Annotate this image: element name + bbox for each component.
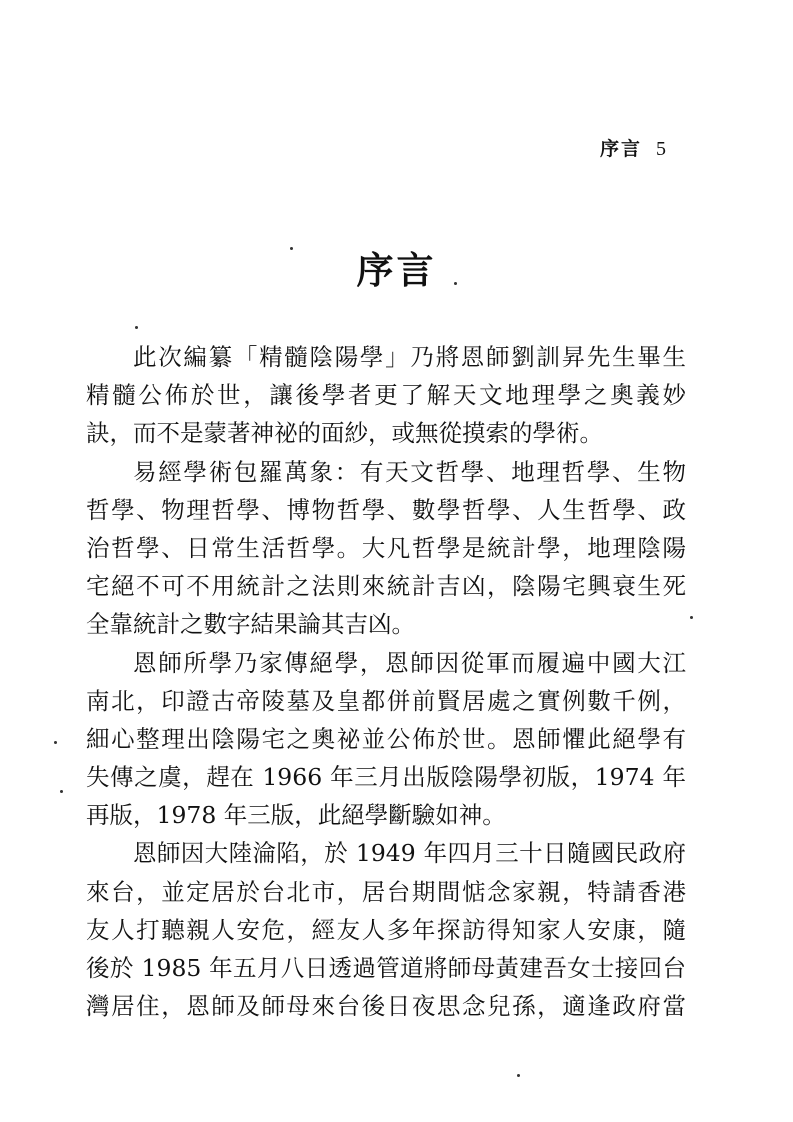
scan-speck xyxy=(290,247,293,250)
scan-speck xyxy=(60,790,63,793)
text-line: 恩師所學乃家傳絕學，恩師因從軍而履遍中國大江 xyxy=(133,648,686,677)
page-title: 序言 xyxy=(356,249,437,292)
text-line: 易經學術包羅萬象：有天文哲學、地理哲學、生物 xyxy=(133,457,686,486)
text-line: 全靠統計之數字結果論其吉凶。 xyxy=(86,610,415,639)
text-line: 宅絕不可不用統計之法則來統計吉凶，陰陽宅興衰生死 xyxy=(86,572,686,601)
running-header xyxy=(600,134,668,161)
text-line: 來台，並定居於台北市，居台期間惦念家親，特請香港 xyxy=(86,877,686,906)
text-line: 此次編纂「精髓陰陽學」乃將恩師劉訓昇先生畢生 xyxy=(133,343,686,371)
text-line: 友人打聽親人安危，經友人多年探訪得知家人安康，隨 xyxy=(86,915,686,944)
scan-speck xyxy=(690,616,693,619)
text-line: 哲學、物理哲學、博物哲學、數學哲學、人生哲學、政 xyxy=(86,495,686,524)
text-line: 精髓公佈於世，讓後學者更了解天文地理學之奧義妙 xyxy=(86,381,686,410)
scan-speck xyxy=(517,1074,520,1077)
page-number: 5 xyxy=(656,138,669,160)
scan-speck xyxy=(454,282,457,285)
scan-speck xyxy=(54,741,57,744)
text-line: 細心整理出陰陽宅之奧祕並公佈於世。恩師懼此絕學有 xyxy=(86,724,686,753)
running-header-section: 序言 xyxy=(600,138,643,160)
text-line: 灣居住，恩師及師母來台後日夜思念兒孫，適逢政府當 xyxy=(86,992,686,1021)
body-text xyxy=(86,338,686,1025)
text-line: 治哲學、日常生活哲學。大凡哲學是統計學，地理陰陽 xyxy=(86,533,686,562)
scan-speck xyxy=(135,326,138,329)
text-line: 後於 1985 年五月八日透過管道將師母黃建吾女士接回台 xyxy=(86,954,686,982)
text-line: 南北，印證古帝陵墓及皇都併前賢居處之實例數千例， xyxy=(86,686,686,715)
text-line: 恩師因大陸淪陷，於 1949 年四月三十日隨國民政府 xyxy=(133,839,686,868)
text-line: 訣，而不是蒙著神祕的面紗，或無從摸索的學術。 xyxy=(86,419,603,448)
text-line: 失傳之虞，趕在 1966 年三月出版陰陽學初版，1974 年 xyxy=(86,763,686,792)
text-line: 再版，1978 年三版，此絕學斷驗如神。 xyxy=(86,801,506,830)
